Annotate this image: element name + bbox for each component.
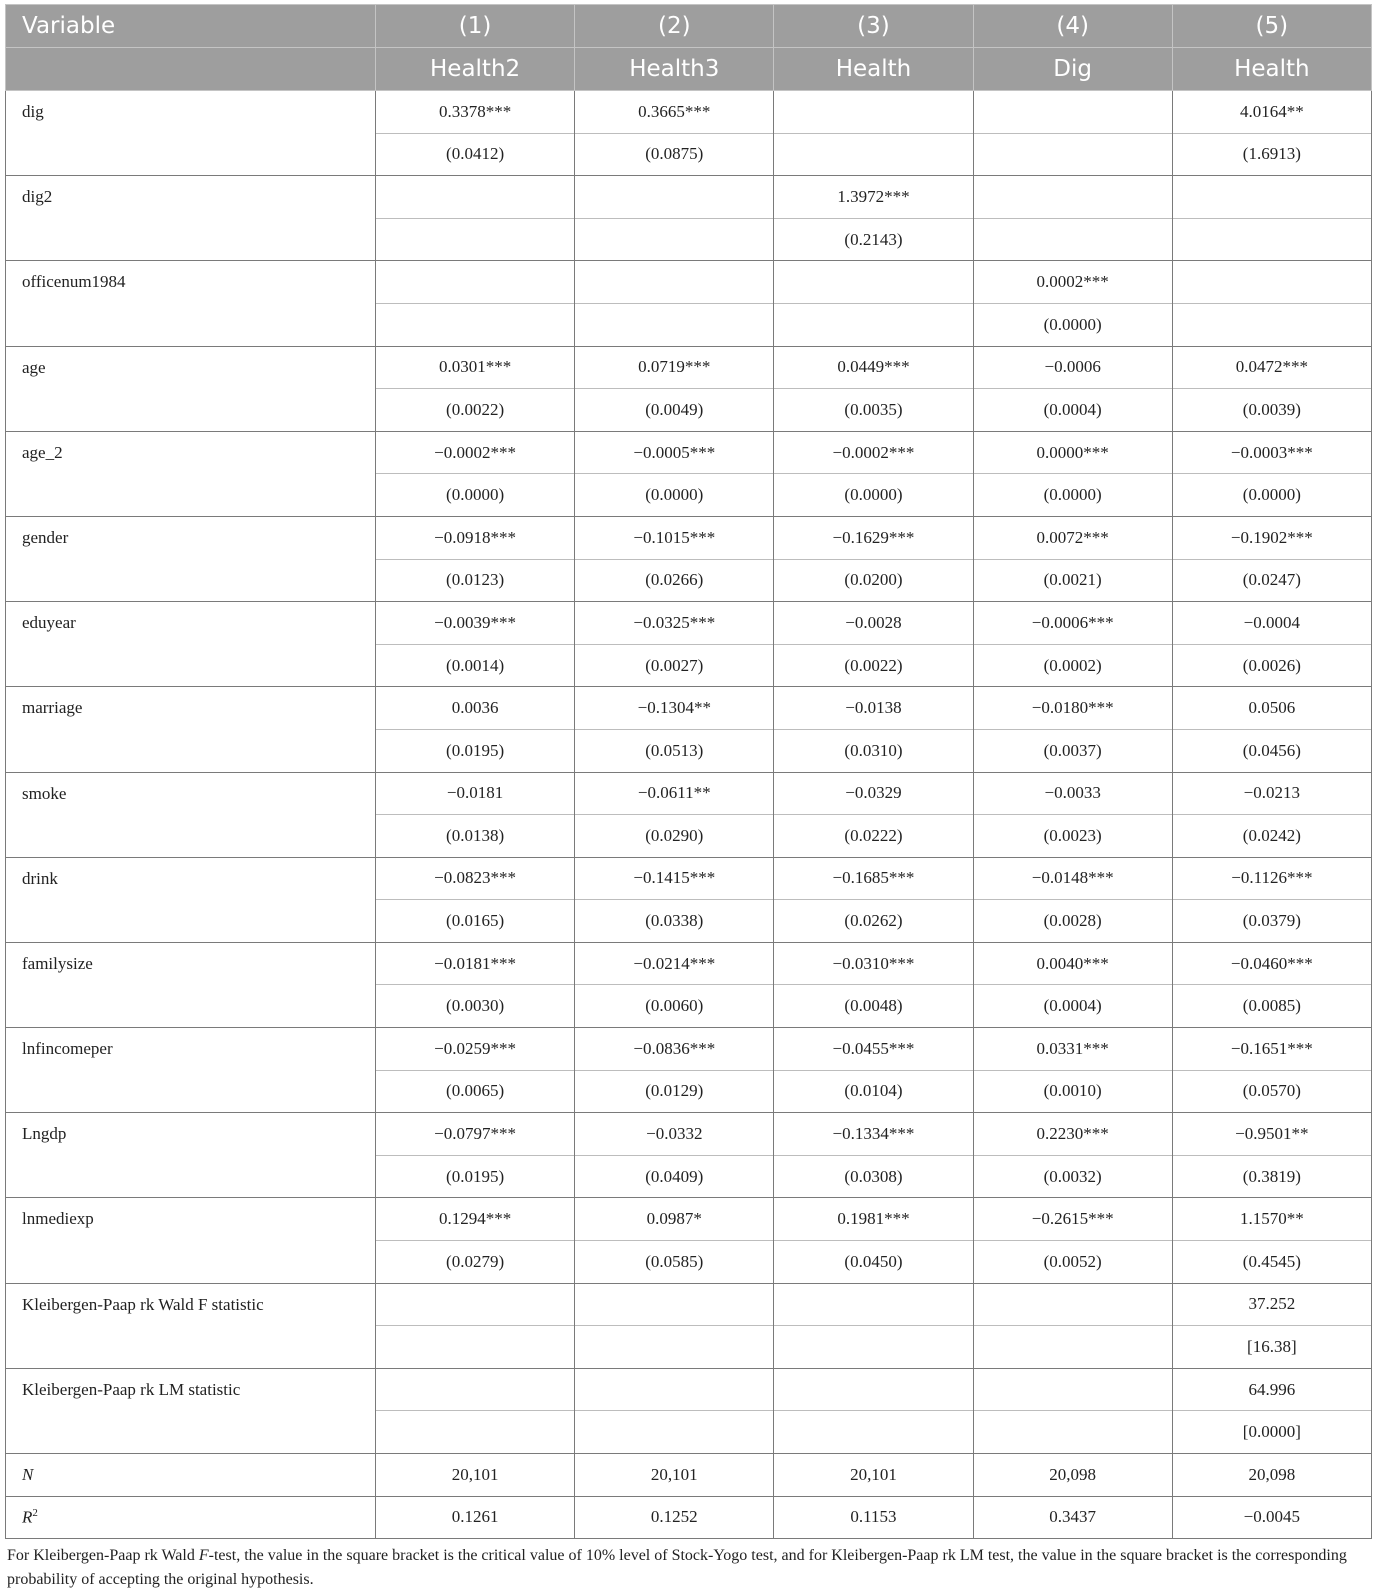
standard-error-cell: (0.3819): [1172, 1155, 1371, 1198]
standard-error-cell: [16.38]: [1172, 1326, 1371, 1369]
standard-error-cell: (0.0002): [973, 644, 1172, 687]
header-depvar-3: Health: [774, 48, 973, 91]
r-squared-cell: 0.1153: [774, 1496, 973, 1539]
standard-error-cell: (0.0027): [575, 644, 774, 687]
coefficient-cell: [575, 1283, 774, 1326]
coefficient-cell: −0.0310***: [774, 942, 973, 985]
table-row: [6, 1113, 1372, 1156]
standard-error-cell: (0.0022): [774, 644, 973, 687]
observations-cell: 20,101: [376, 1454, 575, 1497]
table-row: [6, 176, 1372, 219]
standard-error-cell: [376, 1411, 575, 1454]
coefficient-cell: −0.0181***: [376, 942, 575, 985]
standard-error-cell: (0.0085): [1172, 985, 1371, 1028]
standard-error-cell: (0.0014): [376, 644, 575, 687]
table-footnote: [5, 1544, 1369, 1592]
coefficient-cell: −0.1651***: [1172, 1028, 1371, 1071]
standard-error-cell: (0.0262): [774, 900, 973, 943]
standard-error-cell: (1.6913): [1172, 133, 1371, 176]
coefficient-cell: −0.0213: [1172, 772, 1371, 815]
table-row: [6, 857, 1372, 900]
coefficient-cell: −0.1685***: [774, 857, 973, 900]
coefficient-cell: −0.0148***: [973, 857, 1172, 900]
variable-name: familysize: [6, 942, 376, 1027]
standard-error-cell: (0.0247): [1172, 559, 1371, 602]
standard-error-cell: [575, 1326, 774, 1369]
variable-name: Kleibergen-Paap rk LM statistic: [6, 1368, 376, 1453]
coefficient-cell: −0.1304**: [575, 687, 774, 730]
coefficient-cell: −0.0039***: [376, 602, 575, 645]
observations-cell: 20,098: [1172, 1454, 1371, 1497]
table-row: [6, 431, 1372, 474]
table-row: [6, 261, 1372, 304]
coefficient-cell: [575, 1368, 774, 1411]
coefficient-cell: [973, 1283, 1172, 1326]
coefficient-cell: [376, 261, 575, 304]
standard-error-cell: [774, 1326, 973, 1369]
coefficient-cell: −0.1126***: [1172, 857, 1371, 900]
coefficient-cell: 0.0040***: [973, 942, 1172, 985]
coefficient-cell: −0.0180***: [973, 687, 1172, 730]
standard-error-cell: (0.0409): [575, 1155, 774, 1198]
coefficient-cell: [973, 91, 1172, 134]
variable-name: smoke: [6, 772, 376, 857]
coefficient-cell: 0.1981***: [774, 1198, 973, 1241]
header-model-2: (2): [575, 5, 774, 48]
standard-error-cell: (0.0290): [575, 815, 774, 858]
standard-error-cell: (0.0308): [774, 1155, 973, 1198]
table-row: [6, 602, 1372, 645]
variable-name: marriage: [6, 687, 376, 772]
coefficient-cell: −0.0836***: [575, 1028, 774, 1071]
r-squared-letter: R: [22, 1507, 33, 1527]
standard-error-cell: (0.0032): [973, 1155, 1172, 1198]
standard-error-cell: (0.0266): [575, 559, 774, 602]
coefficient-cell: 4.0164**: [1172, 91, 1371, 134]
standard-error-cell: (0.0310): [774, 729, 973, 772]
coefficient-cell: [774, 261, 973, 304]
table-row: [6, 516, 1372, 559]
table-row-n: [6, 1454, 1372, 1497]
coefficient-cell: −0.1015***: [575, 516, 774, 559]
standard-error-cell: (0.0123): [376, 559, 575, 602]
standard-error-cell: (0.0585): [575, 1241, 774, 1284]
coefficient-cell: [1172, 261, 1371, 304]
header-row-model-numbers: [6, 5, 1372, 48]
standard-error-cell: (0.0010): [973, 1070, 1172, 1113]
header-model-4: (4): [973, 5, 1172, 48]
standard-error-cell: (0.0035): [774, 389, 973, 432]
coefficient-cell: −0.2615***: [973, 1198, 1172, 1241]
standard-error-cell: (0.4545): [1172, 1241, 1371, 1284]
standard-error-cell: (0.0030): [376, 985, 575, 1028]
standard-error-cell: [376, 1326, 575, 1369]
standard-error-cell: [575, 218, 774, 261]
r-squared-cell: −0.0045: [1172, 1496, 1371, 1539]
standard-error-cell: (0.0200): [774, 559, 973, 602]
coefficient-cell: 37.252: [1172, 1283, 1371, 1326]
observations-cell: 20,101: [774, 1454, 973, 1497]
standard-error-cell: [1172, 218, 1371, 261]
standard-error-cell: [376, 303, 575, 346]
standard-error-cell: (0.0242): [1172, 815, 1371, 858]
coefficient-cell: −0.9501**: [1172, 1113, 1371, 1156]
table-row: [6, 1028, 1372, 1071]
standard-error-cell: (0.0338): [575, 900, 774, 943]
coefficient-cell: −0.0611**: [575, 772, 774, 815]
standard-error-cell: (0.0129): [575, 1070, 774, 1113]
standard-error-cell: (0.0000): [973, 474, 1172, 517]
standard-error-cell: [575, 1411, 774, 1454]
standard-error-cell: (0.0021): [973, 559, 1172, 602]
standard-error-cell: (0.0450): [774, 1241, 973, 1284]
table-row: [6, 91, 1372, 134]
table-row: [6, 1283, 1372, 1326]
standard-error-cell: [973, 133, 1172, 176]
coefficient-cell: −0.0006: [973, 346, 1172, 389]
standard-error-cell: (0.0138): [376, 815, 575, 858]
coefficient-cell: 0.3665***: [575, 91, 774, 134]
standard-error-cell: (0.0222): [774, 815, 973, 858]
footnote-part-2: -test, the value in the square bracket is the critical value of 10% level of Stock-Yogo test, and for Kleibergen-Paap rk LM test, the value in the square bracket is the corresponding probability of accepting the original hypothesis.: [7, 1547, 1347, 1589]
standard-error-cell: [1172, 303, 1371, 346]
coefficient-cell: −0.0918***: [376, 516, 575, 559]
coefficient-cell: −0.0214***: [575, 942, 774, 985]
header-variable: Variable: [6, 5, 376, 48]
standard-error-cell: (0.0195): [376, 729, 575, 772]
standard-error-cell: (0.0000): [1172, 474, 1371, 517]
standard-error-cell: (0.0456): [1172, 729, 1371, 772]
r-squared-exponent: 2: [32, 1507, 38, 1520]
variable-name: drink: [6, 857, 376, 942]
variable-name: lnfincomeper: [6, 1028, 376, 1113]
header-model-1: (1): [376, 5, 575, 48]
standard-error-cell: (0.0004): [973, 985, 1172, 1028]
coefficient-cell: −0.0002***: [376, 431, 575, 474]
variable-name: gender: [6, 516, 376, 601]
standard-error-cell: (0.0060): [575, 985, 774, 1028]
standard-error-cell: (0.0279): [376, 1241, 575, 1284]
coefficient-cell: 0.0449***: [774, 346, 973, 389]
coefficient-cell: −0.0325***: [575, 602, 774, 645]
standard-error-cell: (0.0000): [973, 303, 1172, 346]
header-depvar-4: Dig: [973, 48, 1172, 91]
standard-error-cell: [973, 218, 1172, 261]
r-squared-cell: 0.3437: [973, 1496, 1172, 1539]
standard-error-cell: (0.0379): [1172, 900, 1371, 943]
coefficient-cell: −0.0005***: [575, 431, 774, 474]
coefficient-cell: 0.3378***: [376, 91, 575, 134]
standard-error-cell: (0.0049): [575, 389, 774, 432]
coefficient-cell: 0.0331***: [973, 1028, 1172, 1071]
header-row-dependent-vars: [6, 48, 1372, 91]
coefficient-cell: −0.0455***: [774, 1028, 973, 1071]
coefficient-cell: [575, 261, 774, 304]
coefficient-cell: [376, 176, 575, 219]
coefficient-cell: −0.0823***: [376, 857, 575, 900]
coefficient-cell: [973, 1368, 1172, 1411]
standard-error-cell: (0.0000): [774, 474, 973, 517]
standard-error-cell: [774, 1411, 973, 1454]
coefficient-cell: 1.1570**: [1172, 1198, 1371, 1241]
table-body: [6, 91, 1372, 1539]
coefficient-cell: 0.0719***: [575, 346, 774, 389]
table-row: [6, 772, 1372, 815]
regression-table: [5, 4, 1372, 1539]
header-depvar-1: Health2: [376, 48, 575, 91]
regression-table-container: [5, 4, 1371, 1592]
standard-error-cell: [0.0000]: [1172, 1411, 1371, 1454]
standard-error-cell: [774, 133, 973, 176]
coefficient-cell: 0.1294***: [376, 1198, 575, 1241]
header-model-3: (3): [774, 5, 973, 48]
coefficient-cell: −0.1415***: [575, 857, 774, 900]
coefficient-cell: [973, 176, 1172, 219]
variable-name: officenum1984: [6, 261, 376, 346]
header-model-5: (5): [1172, 5, 1371, 48]
coefficient-cell: −0.0181: [376, 772, 575, 815]
coefficient-cell: [774, 1283, 973, 1326]
standard-error-cell: [973, 1411, 1172, 1454]
coefficient-cell: 0.0472***: [1172, 346, 1371, 389]
table-row: [6, 942, 1372, 985]
coefficient-cell: 0.2230***: [973, 1113, 1172, 1156]
coefficient-cell: [774, 91, 973, 134]
standard-error-cell: (0.2143): [774, 218, 973, 261]
standard-error-cell: (0.0037): [973, 729, 1172, 772]
coefficient-cell: 0.0000***: [973, 431, 1172, 474]
coefficient-cell: [1172, 176, 1371, 219]
observations-label: N: [6, 1454, 376, 1497]
coefficient-cell: −0.1902***: [1172, 516, 1371, 559]
variable-name: age: [6, 346, 376, 431]
standard-error-cell: (0.0023): [973, 815, 1172, 858]
coefficient-cell: [376, 1283, 575, 1326]
coefficient-cell: 0.0301***: [376, 346, 575, 389]
standard-error-cell: (0.0000): [376, 474, 575, 517]
standard-error-cell: [973, 1326, 1172, 1369]
coefficient-cell: [376, 1368, 575, 1411]
coefficient-cell: −0.1334***: [774, 1113, 973, 1156]
table-row: [6, 346, 1372, 389]
coefficient-cell: −0.0329: [774, 772, 973, 815]
variable-name: dig2: [6, 176, 376, 261]
variable-name: eduyear: [6, 602, 376, 687]
footnote-f-letter: F: [198, 1547, 209, 1565]
variable-name: lnmediexp: [6, 1198, 376, 1283]
standard-error-cell: (0.0048): [774, 985, 973, 1028]
table-row: [6, 1198, 1372, 1241]
variable-name: dig: [6, 91, 376, 176]
variable-name: age_2: [6, 431, 376, 516]
standard-error-cell: (0.0028): [973, 900, 1172, 943]
observations-cell: 20,101: [575, 1454, 774, 1497]
coefficient-cell: −0.0028: [774, 602, 973, 645]
standard-error-cell: (0.0052): [973, 1241, 1172, 1284]
coefficient-cell: 0.0506: [1172, 687, 1371, 730]
coefficient-cell: −0.0003***: [1172, 431, 1371, 474]
standard-error-cell: (0.0104): [774, 1070, 973, 1113]
standard-error-cell: (0.0165): [376, 900, 575, 943]
coefficient-cell: −0.0033: [973, 772, 1172, 815]
standard-error-cell: (0.0195): [376, 1155, 575, 1198]
standard-error-cell: [376, 218, 575, 261]
coefficient-cell: [774, 1368, 973, 1411]
table-row: [6, 687, 1372, 730]
header-depvar-2: Health3: [575, 48, 774, 91]
coefficient-cell: −0.0332: [575, 1113, 774, 1156]
table-header: [6, 5, 1372, 91]
standard-error-cell: (0.0004): [973, 389, 1172, 432]
standard-error-cell: (0.0000): [575, 474, 774, 517]
standard-error-cell: (0.0570): [1172, 1070, 1371, 1113]
r-squared-cell: 0.1252: [575, 1496, 774, 1539]
variable-name: Lngdp: [6, 1113, 376, 1198]
standard-error-cell: (0.0039): [1172, 389, 1371, 432]
standard-error-cell: (0.0875): [575, 133, 774, 176]
coefficient-cell: −0.0002***: [774, 431, 973, 474]
coefficient-cell: −0.0259***: [376, 1028, 575, 1071]
r-squared-cell: 0.1261: [376, 1496, 575, 1539]
standard-error-cell: (0.0026): [1172, 644, 1371, 687]
standard-error-cell: (0.0412): [376, 133, 575, 176]
observations-cell: 20,098: [973, 1454, 1172, 1497]
coefficient-cell: −0.1629***: [774, 516, 973, 559]
standard-error-cell: [575, 303, 774, 346]
header-empty: [6, 48, 376, 91]
coefficient-cell: 64.996: [1172, 1368, 1371, 1411]
coefficient-cell: 1.3972***: [774, 176, 973, 219]
coefficient-cell: −0.0797***: [376, 1113, 575, 1156]
coefficient-cell: −0.0138: [774, 687, 973, 730]
variable-name: Kleibergen-Paap rk Wald F statistic: [6, 1283, 376, 1368]
coefficient-cell: [575, 176, 774, 219]
table-row-r2: [6, 1496, 1372, 1539]
coefficient-cell: 0.0987*: [575, 1198, 774, 1241]
table-row: [6, 1368, 1372, 1411]
standard-error-cell: (0.0065): [376, 1070, 575, 1113]
coefficient-cell: −0.0460***: [1172, 942, 1371, 985]
header-depvar-5: Health: [1172, 48, 1371, 91]
coefficient-cell: 0.0072***: [973, 516, 1172, 559]
standard-error-cell: (0.0022): [376, 389, 575, 432]
standard-error-cell: (0.0513): [575, 729, 774, 772]
coefficient-cell: 0.0002***: [973, 261, 1172, 304]
r-squared-label: [6, 1496, 376, 1539]
footnote-part-1: For Kleibergen-Paap rk Wald: [7, 1547, 199, 1565]
standard-error-cell: [774, 303, 973, 346]
coefficient-cell: −0.0006***: [973, 602, 1172, 645]
coefficient-cell: −0.0004: [1172, 602, 1371, 645]
coefficient-cell: 0.0036: [376, 687, 575, 730]
